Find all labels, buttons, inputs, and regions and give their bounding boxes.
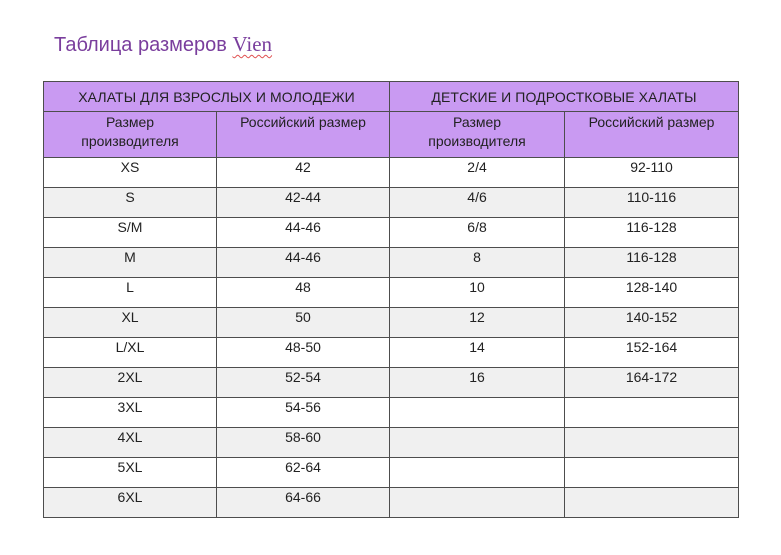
table-row (44, 188, 739, 218)
kids-russian-size-cell (565, 458, 739, 488)
adult-russian-size-cell: 52-54 (217, 368, 390, 398)
adult-russian-size-cell: 44-46 (217, 218, 390, 248)
adult-manufacturer-size-cell: S (44, 188, 217, 218)
kids-russian-size-cell (565, 428, 739, 458)
kids-russian-size-cell: 92-110 (565, 158, 739, 188)
kids-manufacturer-size-cell (390, 458, 565, 488)
title-text: Таблица размеров (54, 34, 227, 56)
column-header-line: производителя (428, 133, 526, 149)
column-header-kids-russian (565, 112, 739, 158)
kids-russian-size-cell (565, 398, 739, 428)
table-row (44, 278, 739, 308)
column-header-kids-manufacturer (390, 112, 565, 158)
adult-russian-size-cell: 48 (217, 278, 390, 308)
column-header-line: Размер (105, 114, 155, 130)
size-table-body (44, 158, 739, 518)
kids-manufacturer-size-cell: 14 (390, 338, 565, 368)
column-header-line: производителя (81, 133, 179, 149)
adult-russian-size-cell: 50 (217, 308, 390, 338)
table-row (44, 218, 739, 248)
group-header-row (44, 82, 739, 112)
kids-russian-size-cell: 128-140 (565, 278, 739, 308)
column-header-adult-manufacturer (44, 112, 217, 158)
adult-manufacturer-size-cell: 5XL (44, 458, 217, 488)
adult-russian-size-cell: 48-50 (217, 338, 390, 368)
kids-russian-size-cell: 140-152 (565, 308, 739, 338)
adult-manufacturer-size-cell: L (44, 278, 217, 308)
table-row (44, 308, 739, 338)
kids-manufacturer-size-cell: 12 (390, 308, 565, 338)
adult-russian-size-cell: 54-56 (217, 398, 390, 428)
column-header-line: Размер (452, 114, 502, 130)
adult-manufacturer-size-cell: 6XL (44, 488, 217, 518)
kids-russian-size-cell: 116-128 (565, 248, 739, 278)
adult-russian-size-cell: 58-60 (217, 428, 390, 458)
adult-russian-size-cell: 62-64 (217, 458, 390, 488)
adult-manufacturer-size-cell: 3XL (44, 398, 217, 428)
adult-russian-size-cell: 42-44 (217, 188, 390, 218)
adult-manufacturer-size-cell: XS (44, 158, 217, 188)
kids-manufacturer-size-cell: 16 (390, 368, 565, 398)
adult-manufacturer-size-cell: M (44, 248, 217, 278)
kids-manufacturer-size-cell (390, 428, 565, 458)
column-header-line: Российский размер (588, 114, 715, 130)
table-row (44, 488, 739, 518)
kids-manufacturer-size-cell: 6/8 (390, 218, 565, 248)
table-row (44, 398, 739, 428)
kids-russian-size-cell: 164-172 (565, 368, 739, 398)
kids-manufacturer-size-cell: 10 (390, 278, 565, 308)
adult-manufacturer-size-cell: XL (44, 308, 217, 338)
adult-manufacturer-size-cell: L/XL (44, 338, 217, 368)
column-header-row (44, 112, 739, 158)
kids-manufacturer-size-cell: 8 (390, 248, 565, 278)
table-row (44, 368, 739, 398)
page-title (54, 32, 272, 57)
table-row (44, 458, 739, 488)
adult-russian-size-cell: 64-66 (217, 488, 390, 518)
group-header-adult: ХАЛАТЫ ДЛЯ ВЗРОСЛЫХ И МОЛОДЕЖИ (44, 82, 390, 112)
kids-russian-size-cell: 110-116 (565, 188, 739, 218)
title-brand: Vien (232, 32, 273, 56)
kids-manufacturer-size-cell: 4/6 (390, 188, 565, 218)
adult-manufacturer-size-cell: S/M (44, 218, 217, 248)
kids-russian-size-cell (565, 488, 739, 518)
adult-russian-size-cell: 42 (217, 158, 390, 188)
kids-russian-size-cell: 116-128 (565, 218, 739, 248)
group-header-kids: ДЕТСКИЕ И ПОДРОСТКОВЫЕ ХАЛАТЫ (390, 82, 739, 112)
adult-russian-size-cell: 44-46 (217, 248, 390, 278)
column-header-line: Российский размер (240, 114, 366, 130)
kids-russian-size-cell: 152-164 (565, 338, 739, 368)
kids-manufacturer-size-cell: 2/4 (390, 158, 565, 188)
kids-manufacturer-size-cell (390, 488, 565, 518)
table-row (44, 248, 739, 278)
table-row (44, 428, 739, 458)
kids-manufacturer-size-cell (390, 398, 565, 428)
table-row (44, 158, 739, 188)
adult-manufacturer-size-cell: 4XL (44, 428, 217, 458)
adult-manufacturer-size-cell: 2XL (44, 368, 217, 398)
size-table (43, 81, 739, 518)
column-header-adult-russian (217, 112, 390, 158)
table-row (44, 338, 739, 368)
